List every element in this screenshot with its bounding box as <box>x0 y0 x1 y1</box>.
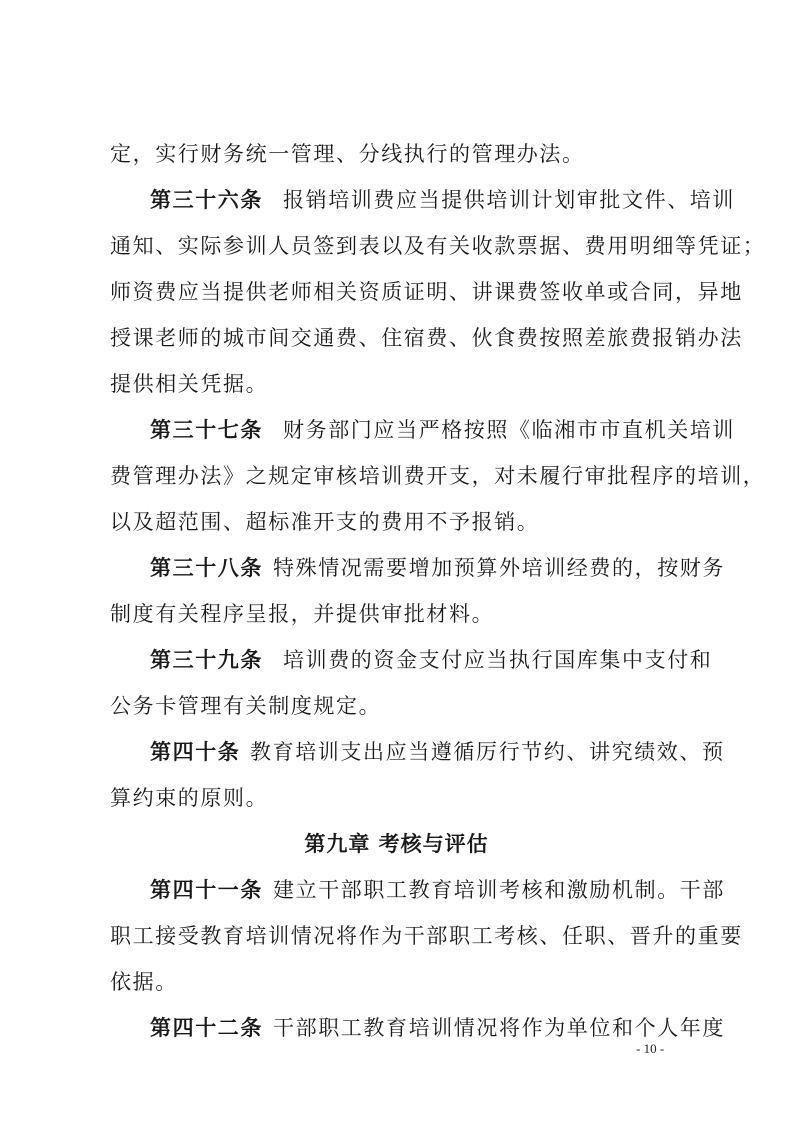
text-line: 教育培训支出应当遵循厉行节约、讲究绩效、预 <box>250 740 725 764</box>
text-line: 培训费的资金支付应当执行国库集中支付和 <box>283 648 713 672</box>
text-line: 提供相关凭据。 <box>110 372 269 396</box>
text-line: 依据。 <box>110 970 178 994</box>
text-line: 授课老师的城市间交通费、住宿费、伙食费按照差旅费报销办法 <box>110 326 743 350</box>
page-number: - 10 - <box>636 1041 665 1056</box>
text-line: 定，实行财务统一管理、分线执行的管理办法。 <box>110 142 585 166</box>
text-line: 特殊情况需要增加预算外培训经费的，按财务 <box>273 556 725 580</box>
text-line: 职工接受教育培训情况将作为干部职工考核、任职、晋升的重要 <box>110 924 743 948</box>
article-heading-36: 第三十六条 <box>150 188 263 212</box>
article-heading-40: 第四十条 <box>150 740 241 764</box>
article-heading-42: 第四十二条 <box>150 1016 263 1040</box>
text-line: 费管理办法》之规定审核培训费开支，对未履行审批程序的培训， <box>110 464 766 488</box>
text-line: 财务部门应当严格按照《临湘市市直机关培训 <box>283 418 735 442</box>
text-line: 干部职工教育培训情况将作为单位和个人年度 <box>273 1016 725 1040</box>
article-heading-39: 第三十九条 <box>150 648 263 672</box>
text-line: 算约束的原则。 <box>110 786 269 810</box>
text-line: 以及超范围、超标准开支的费用不予报销。 <box>110 510 540 534</box>
text-line: 公务卡管理有关制度规定。 <box>110 694 382 718</box>
article-heading-38: 第三十八条 <box>150 556 263 580</box>
text-line: 报销培训费应当提供培训计划审批文件、培训 <box>283 188 735 212</box>
text-line: 建立干部职工教育培训考核和激励机制。干部 <box>273 878 725 902</box>
article-heading-41: 第四十一条 <box>150 878 263 902</box>
text-line: 制度有关程序呈报，并提供审批材料。 <box>110 602 495 626</box>
text-line: 通知、实际参训人员签到表以及有关收款票据、费用明细等凭证； <box>110 234 766 258</box>
chapter-heading: 第九章 考核与评估 <box>304 832 489 856</box>
article-heading-37: 第三十七条 <box>150 418 263 442</box>
text-line: 师资费应当提供老师相关资质证明、讲课费签收单或合同，异地 <box>110 280 743 304</box>
